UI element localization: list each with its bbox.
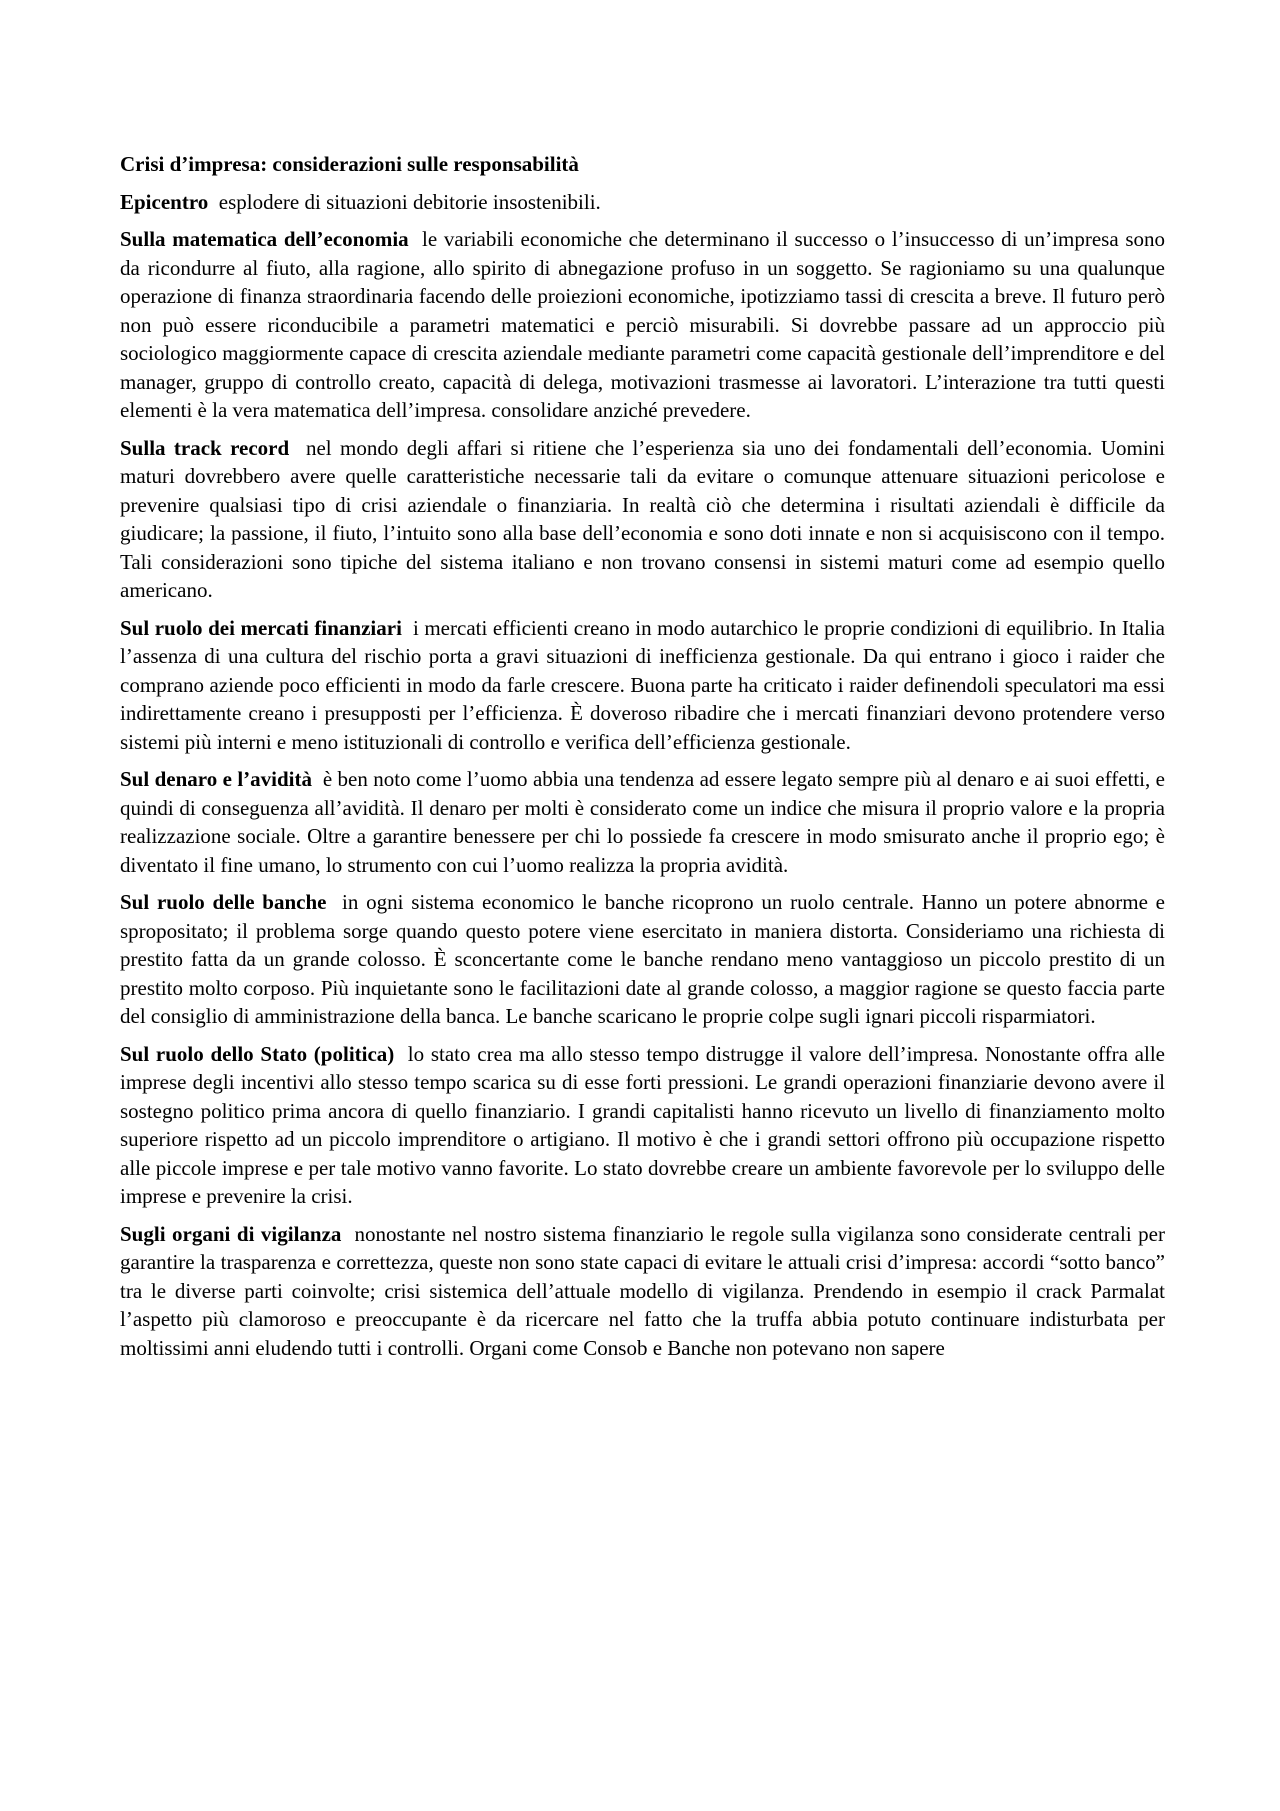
section-heading: Sulla matematica dell’economia [120, 227, 409, 251]
section-heading: Sul denaro e l’avidità [120, 767, 313, 791]
section-ruolo-banche [120, 888, 1165, 1031]
section-heading: Epicentro [120, 189, 209, 214]
section-text: nonostante nel nostro sistema finanziario le regole sulla vigilanza sono considerate centrali per garantire la trasparenza e correttezza, queste non sono state capaci di evitare le attuali crisi d’impresa: accordi “sotto banco” tra le diverse parti coinvolte; crisi sistemica dell’attuale modello di vigilanza. Prendendo in esempio il crack Parmalat l’aspetto più clamoroso e preoccupante è da ricercare nel fatto che la truffa abbia potuto continuare indisturbata per moltissimi anni eludendo tutti i controlli. Organi come Consob e Banche non potevano non sapere [120, 1221, 1165, 1360]
section-denaro-avidita [120, 765, 1165, 879]
section-text: le variabili economiche che determinano il successo o l’insuccesso di un’impresa sono da ricondurre al fiuto, alla ragione, allo spirito di abnegazione profuso in un soggetto. Se ragioniamo su una qualunque operazione di finanza straordinaria facendo delle proiezioni economiche, ipotizziamo tassi di crescita a breve. Il futuro però non può essere riconducibile a parametri matematici e perciò misurabili. Si dovrebbe passare ad un approccio più sociologico maggiormente capace di crescita aziendale mediante parametri come capacità gestionale dell’imprenditore e del manager, gruppo di controllo creato, capacità di delega, motivazioni trasmesse ai lavoratori. L’interazione tra tutti questi elementi è la vera matematica dell’impresa. consolidare anziché prevedere. [120, 227, 1165, 422]
document-title: Crisi d’impresa: considerazioni sulle responsabilità [120, 152, 579, 176]
section-text: in ogni sistema economico le banche ricoprono un ruolo centrale. Hanno un potere abnorme e spropositato; il problema sorge quando questo potere viene esercitato in maniera distorta. Consideriamo una richiesta di prestito fatta da un grande colosso. È sconcertante come le banche rendano meno vantaggioso un piccolo prestito di un prestito molto corposo. Più inquietante sono le facilitazioni date al grande colosso, a maggior ragione se questo faccia parte del consiglio di amministrazione della banca. Le banche scaricano le proprie colpe sugli ignari piccoli risparmiatori. [120, 890, 1165, 1028]
section-matematica-economia [120, 225, 1165, 425]
section-text: è ben noto come l’uomo abbia una tendenza ad essere legato sempre più al denaro e ai suoi effetti, e quindi di conseguenza all’avidità. Il denaro per molti è considerato come un indice che misura il proprio valore e la propria realizzazione sociale. Oltre a garantire benessere per chi lo possiede fa crescere in modo smisurato anche il proprio ego; è diventato il fine umano, lo strumento con cui l’uomo realizza la propria avidità. [120, 767, 1165, 877]
document-page [120, 150, 1165, 1371]
section-heading: Sulla track record [120, 435, 290, 460]
section-epicentro [120, 188, 1165, 217]
section-heading: Sul ruolo dei mercati finanziari [120, 615, 402, 640]
section-text: lo stato crea ma allo stesso tempo distrugge il valore dell’impresa. Nonostante offra alle imprese degli incentivi allo stesso tempo scarica su di esse forti pressioni. Le grandi operazioni finanziarie devono avere il sostegno politico prima ancora di quello finanziario. I grandi capitalisti hanno ricevuto un livello di finanziamento molto superiore rispetto ad un piccolo imprenditore o artigiano. Il motivo è che i grandi settori offrono più occupazione rispetto alle piccole imprese e per tale motivo vanno favorite. Lo stato dovrebbe creare un ambiente favorevole per lo sviluppo delle imprese e prevenire la crisi. [120, 1041, 1165, 1208]
section-text: esplodere di situazioni debitorie insostenibili. [218, 189, 601, 214]
section-track-record [120, 434, 1165, 605]
section-heading: Sul ruolo dello Stato (politica) [120, 1041, 395, 1066]
section-text: i mercati efficienti creano in modo autarchico le proprie condizioni di equilibrio. In Italia l’assenza di una cultura del rischio porta a gravi situazioni di inefficienza gestionale. Da qui entrano i gioco i raider che comprano aziende poco efficienti in modo da farle crescere. Buona parte ha criticato i raider definendoli speculatori ma essi indirettamente creano i presupposti per l’efficienza. È doveroso ribadire che i mercati finanziari devono protendere verso sistemi più interni e meno istituzionali di controllo e verifica dell’efficienza gestionale. [120, 615, 1166, 754]
section-mercati-finanziari [120, 614, 1165, 757]
section-heading: Sul ruolo delle banche [120, 890, 327, 914]
section-heading: Sugli organi di vigilanza [120, 1221, 342, 1246]
section-text: nel mondo degli affari si ritiene che l’esperienza sia uno dei fondamentali dell’economia. Uomini maturi dovrebbero avere quelle caratteristiche necessarie tali da evitare o comunque attenuare situazioni pericolose e prevenire qualsiasi tipo di crisi aziendale o finanziaria. In realtà ciò che determina i risultati aziendali è difficile da giudicare; la passione, il fiuto, l’intuito sono alla base dell’economia e sono doti innate e non si acquisiscono con il tempo. Tali considerazioni sono tipiche del sistema italiano e non trovano consensi in sistemi maturi come ad esempio quello americano. [120, 435, 1165, 602]
section-ruolo-stato [120, 1040, 1165, 1211]
section-organi-vigilanza [120, 1220, 1165, 1363]
